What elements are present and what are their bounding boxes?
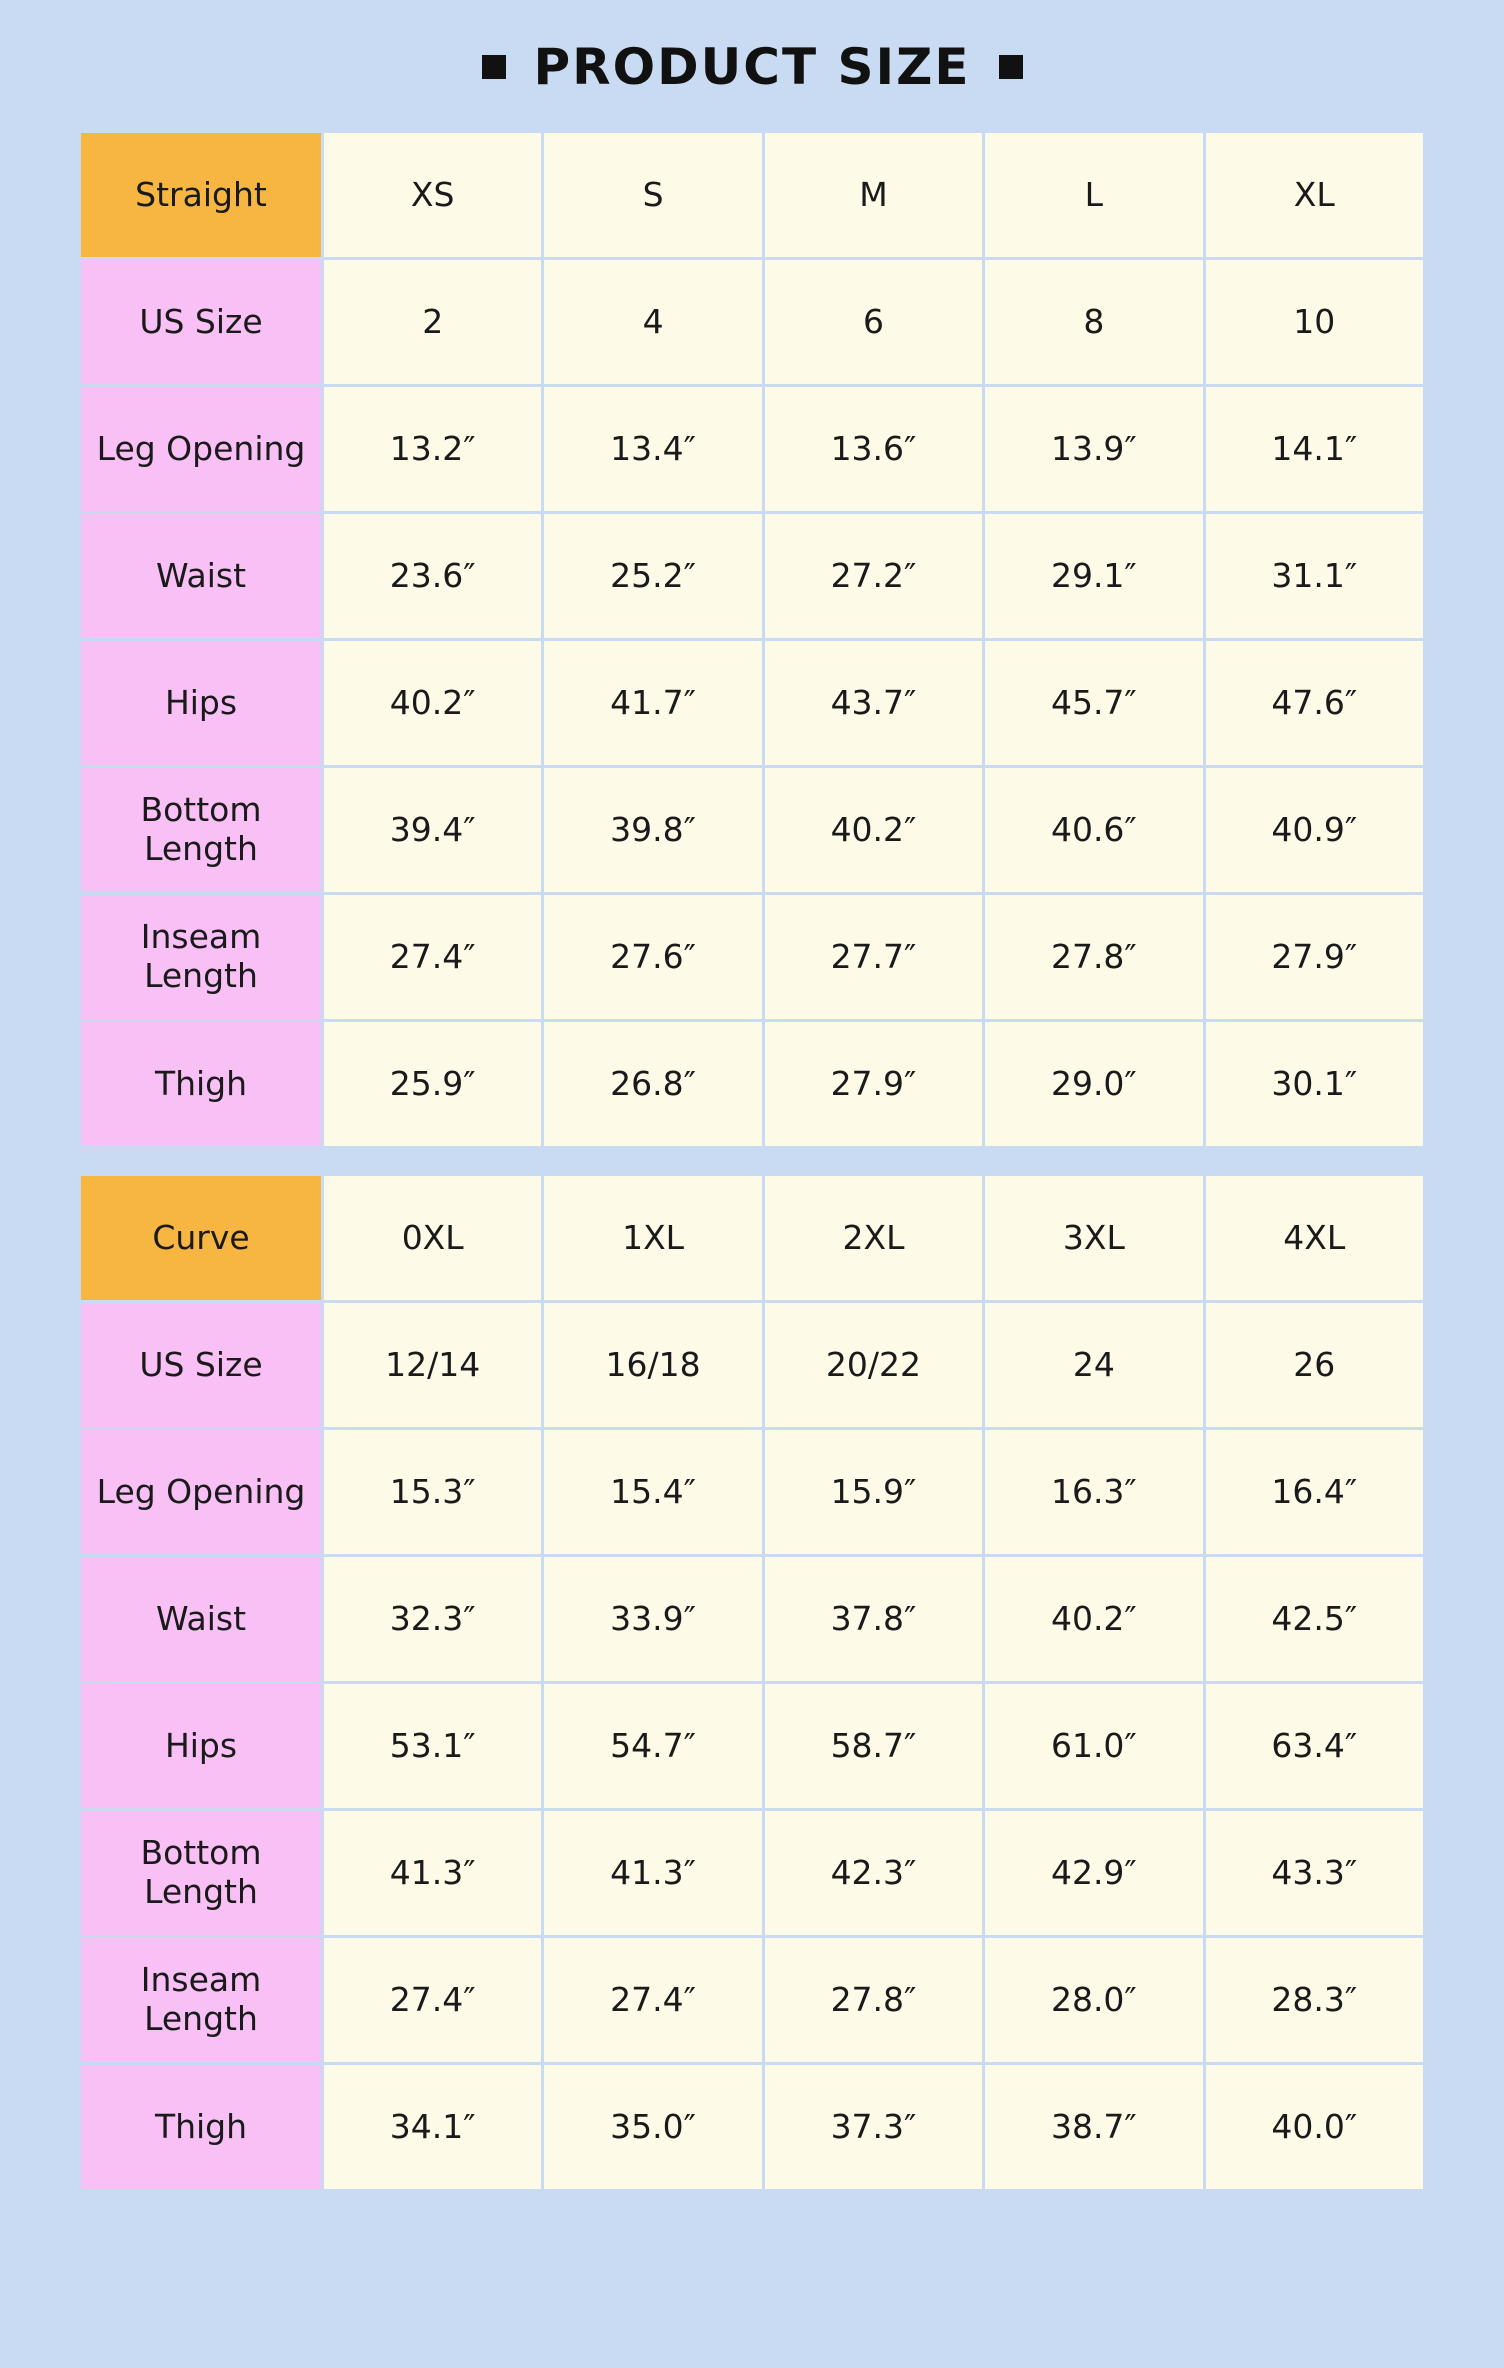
table-cell: 37.3″ [765,2065,982,2189]
row-label: US Size [81,260,321,384]
table-cell: 16/18 [544,1303,761,1427]
table-cell: 24 [985,1303,1202,1427]
table-cell: 40.2″ [324,641,541,765]
header-cell-fit: Curve [81,1176,321,1300]
table-cell: 33.9″ [544,1557,761,1681]
header-cell-size-2: S [544,133,761,257]
table-cell: 37.8″ [765,1557,982,1681]
header-cell-size-2: 1XL [544,1176,761,1300]
table-cell: 6 [765,260,982,384]
table-row [81,1303,1423,1427]
table-cell: 26.8″ [544,1022,761,1146]
table-cell: 10 [1206,260,1423,384]
header-cell-size-5: XL [1206,133,1423,257]
table-cell: 14.1″ [1206,387,1423,511]
header-cell-size-1: XS [324,133,541,257]
table-cell: 61.0″ [985,1684,1202,1808]
table-cell: 15.9″ [765,1430,982,1554]
row-label: Waist [81,514,321,638]
table-cell: 39.8″ [544,768,761,892]
table-row [81,514,1423,638]
table-cell: 13.4″ [544,387,761,511]
table-cell: 32.3″ [324,1557,541,1681]
table-row [81,1684,1423,1808]
table-cell: 30.1″ [1206,1022,1423,1146]
header-cell-size-3: 2XL [765,1176,982,1300]
table-cell: 40.2″ [985,1557,1202,1681]
table-cell: 58.7″ [765,1684,982,1808]
table-cell: 41.3″ [544,1811,761,1935]
table-cell: 13.6″ [765,387,982,511]
table-cell: 27.4″ [324,895,541,1019]
table-cell: 31.1″ [1206,514,1423,638]
size-table-curve [78,1173,1426,2192]
header-cell-size-4: 3XL [985,1176,1202,1300]
header-cell-fit: Straight [81,133,321,257]
table-cell: 63.4″ [1206,1684,1423,1808]
table-row [81,641,1423,765]
table-cell: 43.7″ [765,641,982,765]
table-cell: 2 [324,260,541,384]
table-cell: 27.4″ [544,1938,761,2062]
table-cell: 27.6″ [544,895,761,1019]
table-cell: 47.6″ [1206,641,1423,765]
table-cell: 13.9″ [985,387,1202,511]
table-cell: 41.7″ [544,641,761,765]
square-bullet-icon-left [482,55,506,79]
table-cell: 40.0″ [1206,2065,1423,2189]
table-row [81,1557,1423,1681]
table-cell: 16.4″ [1206,1430,1423,1554]
row-label: Inseam Length [81,895,321,1019]
square-bullet-icon-right [999,55,1023,79]
table-row [81,1022,1423,1146]
table-cell: 42.9″ [985,1811,1202,1935]
row-label: Leg Opening [81,387,321,511]
row-label: Hips [81,641,321,765]
row-label: Bottom Length [81,1811,321,1935]
table-row [81,2065,1423,2189]
table-cell: 35.0″ [544,2065,761,2189]
table-cell: 40.6″ [985,768,1202,892]
table-cell: 43.3″ [1206,1811,1423,1935]
table-cell: 15.3″ [324,1430,541,1554]
table-cell: 23.6″ [324,514,541,638]
table-cell: 27.8″ [765,1938,982,2062]
row-label: Thigh [81,2065,321,2189]
table-cell: 40.9″ [1206,768,1423,892]
table-cell: 27.9″ [1206,895,1423,1019]
header-cell-size-4: L [985,133,1202,257]
table-separator [78,1149,1426,1173]
table-cell: 42.3″ [765,1811,982,1935]
table-cell: 28.0″ [985,1938,1202,2062]
table-row [81,768,1423,892]
row-label: Thigh [81,1022,321,1146]
table-cell: 15.4″ [544,1430,761,1554]
table-cell: 29.0″ [985,1022,1202,1146]
table-cell: 27.8″ [985,895,1202,1019]
table-cell: 26 [1206,1303,1423,1427]
table-cell: 42.5″ [1206,1557,1423,1681]
table-cell: 12/14 [324,1303,541,1427]
table-row [81,1938,1423,2062]
table-cell: 27.2″ [765,514,982,638]
row-label: Waist [81,1557,321,1681]
table-cell: 13.2″ [324,387,541,511]
page-title-text: PRODUCT SIZE [533,38,971,96]
size-table-straight [78,130,1426,1149]
table-cell: 8 [985,260,1202,384]
row-label: Inseam Length [81,1938,321,2062]
table-row [81,260,1423,384]
table-row [81,1811,1423,1935]
table-cell: 34.1″ [324,2065,541,2189]
table-cell: 40.2″ [765,768,982,892]
row-label: US Size [81,1303,321,1427]
table-cell: 41.3″ [324,1811,541,1935]
table-cell: 4 [544,260,761,384]
table-cell: 27.4″ [324,1938,541,2062]
header-cell-size-1: 0XL [324,1176,541,1300]
header-cell-size-5: 4XL [1206,1176,1423,1300]
page-title [78,0,1426,130]
row-label: Bottom Length [81,768,321,892]
table-cell: 29.1″ [985,514,1202,638]
table-row [81,895,1423,1019]
table-cell: 45.7″ [985,641,1202,765]
table-cell: 39.4″ [324,768,541,892]
table-cell: 25.9″ [324,1022,541,1146]
table-cell: 27.9″ [765,1022,982,1146]
table-row [81,387,1423,511]
table-cell: 28.3″ [1206,1938,1423,2062]
header-cell-size-3: M [765,133,982,257]
table-header-row [81,133,1423,257]
table-cell: 25.2″ [544,514,761,638]
table-cell: 38.7″ [985,2065,1202,2189]
row-label: Hips [81,1684,321,1808]
table-cell: 54.7″ [544,1684,761,1808]
table-cell: 16.3″ [985,1430,1202,1554]
table-header-row [81,1176,1423,1300]
table-row [81,1430,1423,1554]
row-label: Leg Opening [81,1430,321,1554]
table-cell: 27.7″ [765,895,982,1019]
table-cell: 20/22 [765,1303,982,1427]
table-cell: 53.1″ [324,1684,541,1808]
